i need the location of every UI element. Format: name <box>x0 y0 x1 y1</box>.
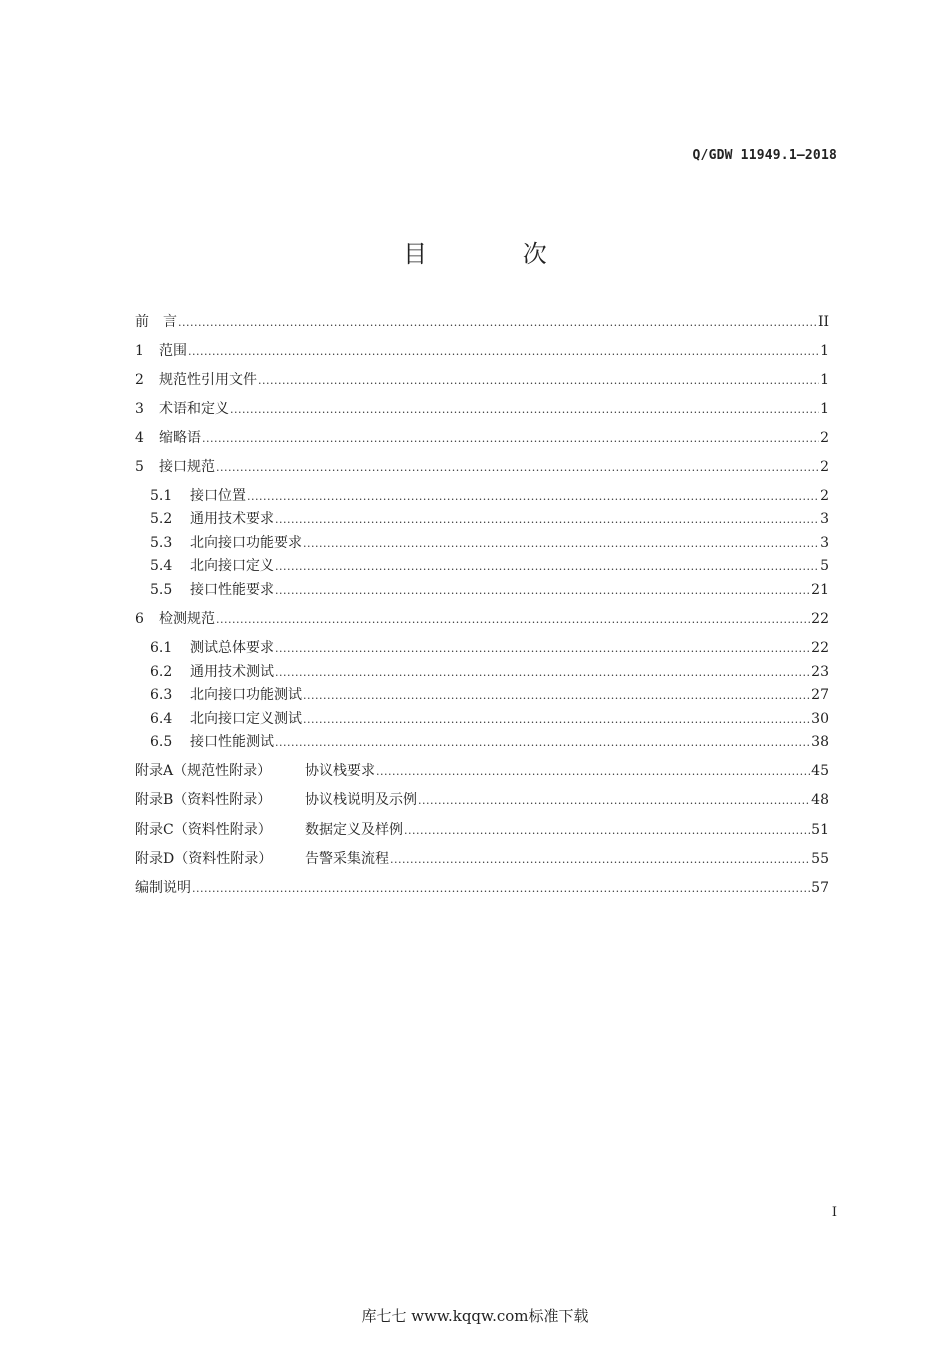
toc-entry[interactable] <box>150 486 829 506</box>
toc-entry-appendix-c[interactable] <box>135 820 829 840</box>
toc-label: 编制说明 <box>135 880 191 896</box>
toc-number: 6.4 <box>150 711 173 727</box>
toc-entry[interactable] <box>150 638 829 658</box>
toc-label: 北向接口功能测试 <box>190 687 302 703</box>
toc-number: 4 <box>135 430 144 446</box>
toc-number: 附录A（规范性附录） <box>135 763 272 779</box>
toc-label: 北向接口功能要求 <box>190 535 302 551</box>
toc-page: 2 <box>820 488 829 504</box>
toc-entry[interactable] <box>135 609 829 629</box>
toc-page: 38 <box>811 734 829 750</box>
toc-page: 22 <box>811 611 829 627</box>
toc-number: 1 <box>135 343 144 359</box>
toc-entry[interactable] <box>150 556 829 576</box>
dot-leader <box>216 458 819 478</box>
dot-leader <box>258 371 819 391</box>
dot-leader <box>275 510 819 530</box>
toc-page: 27 <box>811 687 829 703</box>
toc-label: 接口性能要求 <box>190 582 274 598</box>
dot-leader <box>275 733 810 753</box>
toc-entry[interactable] <box>135 370 829 390</box>
toc-number: 5.4 <box>150 558 173 574</box>
toc-entry[interactable] <box>150 685 829 705</box>
toc-number: 附录B（资料性附录） <box>135 792 272 808</box>
toc-page: 2 <box>820 459 829 475</box>
footer-watermark: 库七七 www.kqqw.com标准下载 <box>361 1307 589 1325</box>
toc-page: 22 <box>811 640 829 656</box>
toc-label: 检测规范 <box>159 611 215 627</box>
toc-number: 6.2 <box>150 664 173 680</box>
toc-entry[interactable] <box>135 399 829 419</box>
toc-page: 48 <box>811 792 829 808</box>
toc-entry-appendix-d[interactable] <box>135 849 829 869</box>
toc-label: 前 言 <box>135 314 177 330</box>
toc-entry[interactable] <box>150 709 829 729</box>
page-number: I <box>831 1205 837 1220</box>
dot-leader <box>275 663 810 683</box>
dot-leader <box>188 342 819 362</box>
dot-leader <box>303 710 810 730</box>
dot-leader <box>192 879 810 899</box>
dot-leader <box>303 686 810 706</box>
toc-label: 通用技术测试 <box>190 664 274 680</box>
toc-label: 数据定义及样例 <box>305 822 403 838</box>
toc-label: 接口位置 <box>190 488 246 504</box>
toc-entry[interactable] <box>135 428 829 448</box>
toc-number: 3 <box>135 401 144 417</box>
toc-number: 6.5 <box>150 734 173 750</box>
toc-page: 23 <box>811 664 829 680</box>
dot-leader <box>376 762 810 782</box>
toc-number: 5 <box>135 459 144 475</box>
toc-page: 2 <box>820 430 829 446</box>
toc-page: 21 <box>811 582 829 598</box>
toc-label: 协议栈说明及示例 <box>305 792 417 808</box>
toc-page: 1 <box>820 401 829 417</box>
dot-leader <box>230 400 819 420</box>
toc-label: 接口规范 <box>159 459 215 475</box>
dot-leader <box>404 821 810 841</box>
toc-number: 附录C（资料性附录） <box>135 822 272 838</box>
dot-leader <box>275 639 810 659</box>
toc-label: 测试总体要求 <box>190 640 274 656</box>
toc-entry[interactable] <box>150 533 829 553</box>
toc-label: 告警采集流程 <box>305 851 389 867</box>
document-number: Q/GDW 11949.1—2018 <box>692 148 837 163</box>
dot-leader <box>303 534 819 554</box>
dot-leader <box>275 581 810 601</box>
toc-page: 51 <box>811 822 829 838</box>
toc-number: 5.5 <box>150 582 173 598</box>
toc-label: 北向接口定义 <box>190 558 274 574</box>
toc-page: 57 <box>811 880 829 896</box>
toc-label: 规范性引用文件 <box>159 372 257 388</box>
dot-leader <box>275 557 819 577</box>
toc-entry-appendix-b[interactable] <box>135 790 829 810</box>
toc-number: 5.2 <box>150 511 173 527</box>
toc-entry[interactable] <box>135 341 829 361</box>
toc-entry[interactable] <box>150 509 829 529</box>
page-title: 目 次 <box>403 240 591 268</box>
toc-page: 3 <box>820 511 829 527</box>
toc-label: 接口性能测试 <box>190 734 274 750</box>
toc-label: 范围 <box>159 343 187 359</box>
toc-number: 5.1 <box>150 488 173 504</box>
dot-leader <box>178 313 817 333</box>
toc-entry[interactable] <box>135 457 829 477</box>
toc-entry-appendix-a[interactable] <box>135 761 829 781</box>
toc-page: II <box>817 314 829 330</box>
dot-leader <box>202 429 819 449</box>
toc-number: 6.1 <box>150 640 173 656</box>
toc-number: 6.3 <box>150 687 173 703</box>
toc-entry[interactable] <box>150 732 829 752</box>
toc-number: 2 <box>135 372 144 388</box>
toc-number: 6 <box>135 611 144 627</box>
toc-label: 通用技术要求 <box>190 511 274 527</box>
toc-page: 1 <box>820 372 829 388</box>
dot-leader <box>216 610 810 630</box>
dot-leader <box>390 850 810 870</box>
toc-page: 5 <box>820 558 829 574</box>
toc-entry[interactable] <box>150 662 829 682</box>
toc-entry-compilation-notes[interactable] <box>135 878 829 898</box>
toc-page: 1 <box>820 343 829 359</box>
toc-page: 30 <box>811 711 829 727</box>
toc-label: 北向接口定义测试 <box>190 711 302 727</box>
dot-leader <box>418 791 810 811</box>
toc-page: 45 <box>811 763 829 779</box>
toc-label: 协议栈要求 <box>305 763 375 779</box>
toc-number: 5.3 <box>150 535 173 551</box>
toc-label: 缩略语 <box>159 430 201 446</box>
dot-leader <box>247 487 819 507</box>
toc-entry-foreword[interactable] <box>135 312 829 332</box>
toc-page: 3 <box>820 535 829 551</box>
toc-number: 附录D（资料性附录） <box>135 851 273 867</box>
toc-entry[interactable] <box>150 580 829 600</box>
toc-label: 术语和定义 <box>159 401 229 417</box>
toc-page: 55 <box>811 851 829 867</box>
